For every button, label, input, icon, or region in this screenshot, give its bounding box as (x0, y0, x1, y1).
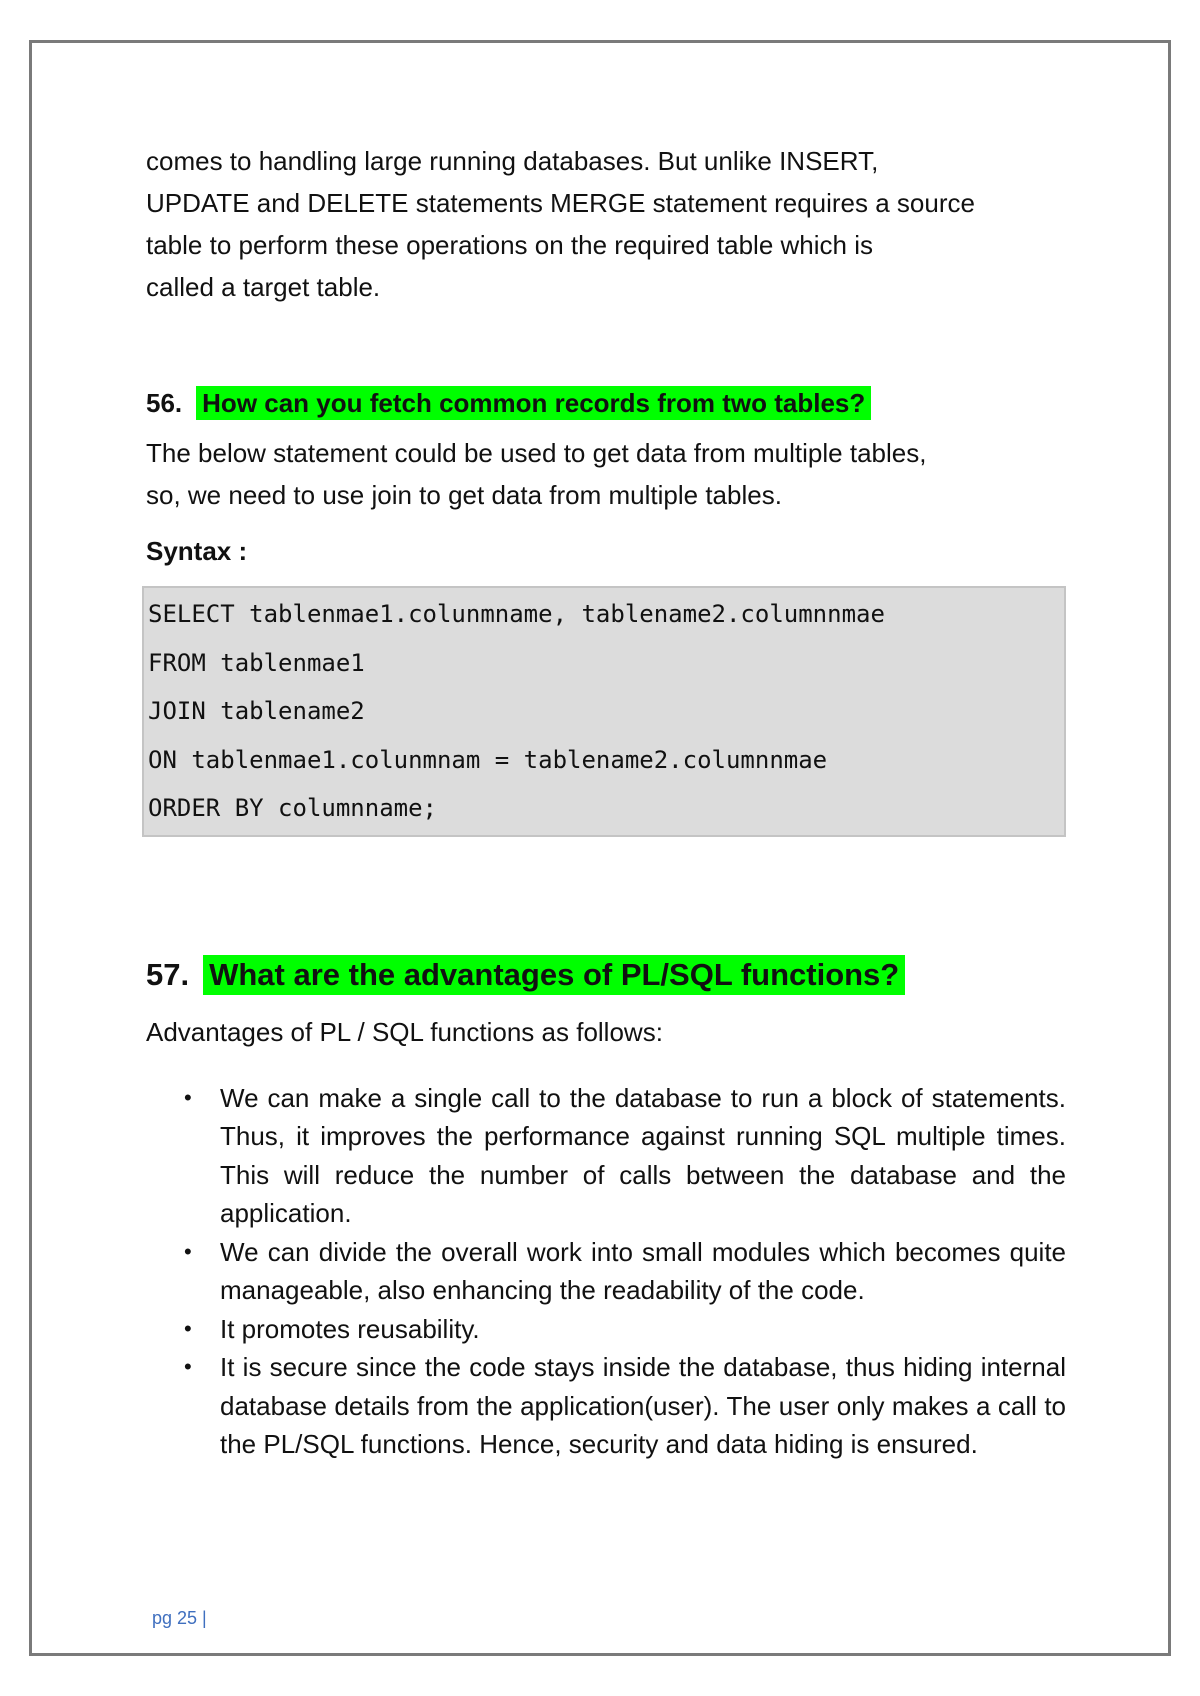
question-57-title: What are the advantages of PL/SQL functions? (203, 955, 905, 995)
document-content (146, 140, 1066, 1464)
code-line: ON tablenmae1.colunmnam = tablename2.columnnmae (148, 745, 828, 774)
intro-line: table to perform these operations on the required table which is (146, 230, 873, 260)
question-56-heading (146, 386, 1066, 420)
list-item (146, 1079, 1066, 1233)
list-item-text: It is secure since the code stays inside the database, thus hiding internal database details from the application(user). The user only makes a call to the PL/SQL functions. Hence, security and data hiding is ensured. (220, 1352, 1066, 1459)
question-56-title: How can you fetch common records from two tables? (196, 386, 871, 420)
list-item (146, 1348, 1066, 1464)
bullet-icon: • (184, 1354, 192, 1379)
page-number-footer: pg 25 | (152, 1608, 207, 1628)
code-line: FROM tablenmae1 (148, 648, 365, 677)
intro-paragraph (146, 140, 1066, 308)
code-line: ORDER BY columnname; (148, 794, 437, 822)
answer-line: so, we need to use join to get data from multiple tables. (146, 480, 782, 510)
code-line: SELECT tablenmae1.colunmname, tablename2.columnnmae (148, 600, 885, 628)
question-57-intro: Advantages of PL / SQL functions as follows: (146, 1016, 663, 1047)
answer-line: The below statement could be used to get data from multiple tables, (146, 438, 927, 468)
question-56-number: 56. (146, 388, 183, 418)
intro-line: comes to handling large running databases. But unlike INSERT, (146, 146, 879, 176)
list-item-text: We can divide the overall work into small modules which becomes quite manageable, also enhancing the readability of the code. (220, 1236, 1066, 1305)
question-57-heading (146, 955, 1066, 995)
advantages-list (146, 1079, 1066, 1464)
question-57-number: 57. (146, 956, 190, 992)
list-item (146, 1233, 1066, 1310)
question-56-answer (146, 432, 1066, 516)
list-item-text: We can make a single call to the database to run a block of statements. Thus, it improves the performance against running SQL multiple times. This will reduce the number of calls between the database and the application. (220, 1082, 1066, 1228)
bullet-icon: • (184, 1084, 192, 1110)
code-line: JOIN tablename2 (148, 697, 365, 725)
list-item-text: It promotes reusability. (220, 1313, 480, 1344)
intro-line: called a target table. (146, 272, 381, 302)
bullet-icon: • (184, 1238, 192, 1264)
intro-line: UPDATE and DELETE statements MERGE statement requires a source (146, 188, 975, 218)
syntax-label: Syntax : (146, 536, 248, 566)
bullet-icon: • (184, 1315, 192, 1341)
list-item (146, 1310, 1066, 1349)
code-block (142, 586, 1066, 837)
